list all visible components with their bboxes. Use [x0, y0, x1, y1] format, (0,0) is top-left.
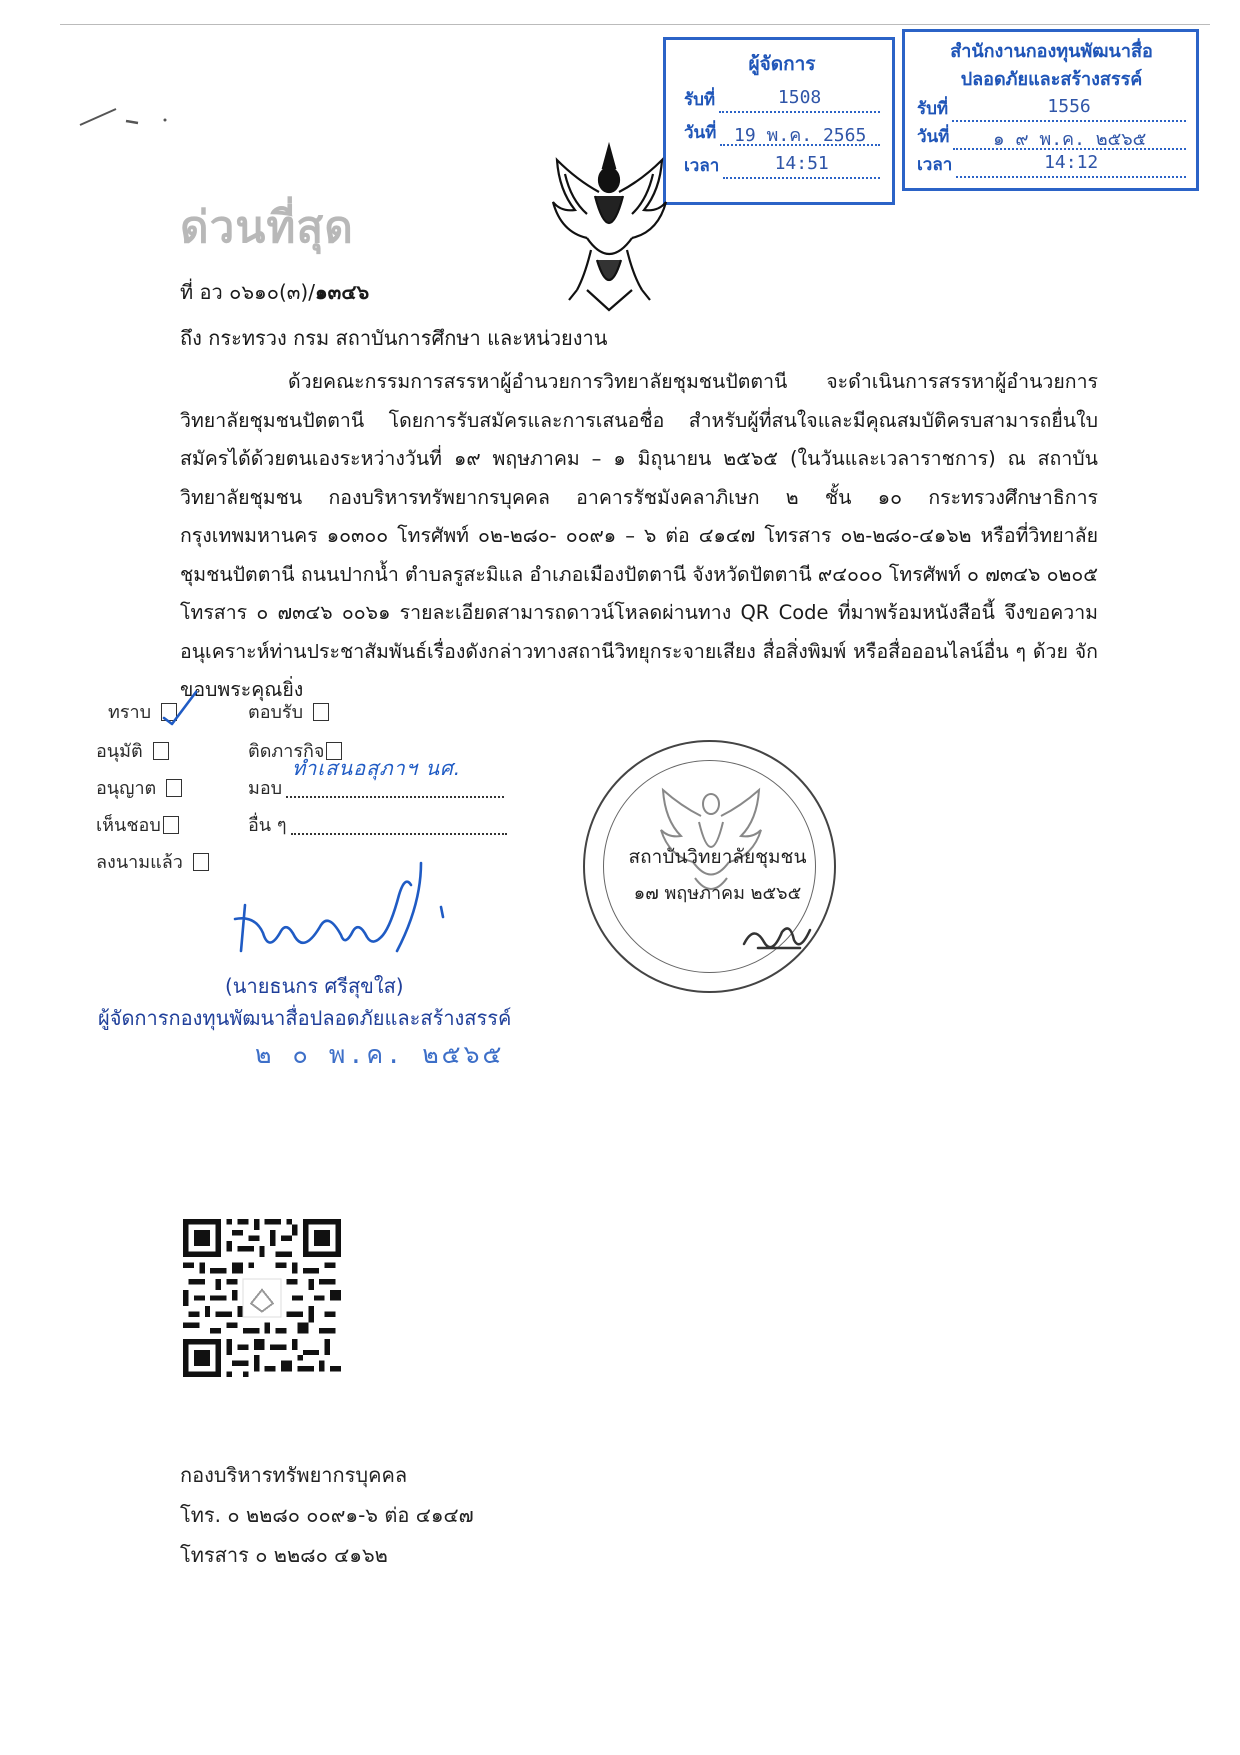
- seal-organization: สถาบันวิทยาลัยชุมชน: [628, 846, 807, 868]
- stamp-date-row: [684, 113, 880, 146]
- checkbox[interactable]: [166, 779, 182, 797]
- stamp-received-number-row: [917, 94, 1186, 122]
- action-agree[interactable]: [96, 810, 179, 839]
- urgency-label: ด่วนที่สุด: [180, 202, 354, 253]
- manager-signature: [225, 855, 455, 965]
- stamp-received-number: 1508: [719, 87, 880, 113]
- garuda-emblem-icon: [547, 140, 672, 315]
- footer-phone: โทร. ๐ ๒๒๘๐ ๐๐๙๑-๖ ต่อ ๔๑๔๗: [180, 1503, 474, 1527]
- stamp-label: เวลา: [917, 155, 953, 175]
- footer-fax: โทรสาร ๐ ๒๒๘๐ ๔๑๖๒: [180, 1543, 388, 1567]
- stamp-label: รับที่: [917, 99, 949, 119]
- pen-mark: [78, 95, 168, 135]
- action-other[interactable]: [248, 810, 507, 839]
- footer-department: กองบริหารทรัพยากรบุคคล: [180, 1463, 408, 1487]
- action-label: อนุญาต: [96, 778, 157, 799]
- stamp-time-row: [684, 146, 880, 179]
- stamp-received-number: 1556: [952, 96, 1186, 122]
- document-number-handwritten: ๑๓๔๖: [314, 280, 370, 304]
- document-number-prefix: ที่ อว ๐๖๑๐(๓)/: [180, 280, 315, 304]
- stamp-received-number-row: [684, 80, 880, 113]
- document-number: [180, 276, 369, 308]
- action-label: มอบ: [248, 778, 283, 799]
- action-label: เห็นชอบ: [96, 815, 161, 836]
- stamp-date: ๑ ๙ พ.ค. ๒๕๖๕: [953, 124, 1186, 150]
- stamp-label: เวลา: [684, 156, 720, 176]
- seal-initials-signature: [740, 918, 820, 958]
- recipient-line: ถึง กระทรวง กรม สถาบันการศึกษา และหน่วยงาน: [180, 326, 608, 350]
- action-label: อื่น ๆ: [248, 815, 287, 836]
- checkbox[interactable]: [153, 742, 169, 760]
- stamp-time: 14:12: [956, 152, 1186, 178]
- stamp-title-line1: สำนักงานกองทุนพัฒนาสื่อ: [950, 41, 1153, 62]
- action-approve[interactable]: [96, 736, 169, 765]
- acknowledge-check-mark-icon: [160, 688, 200, 728]
- checkbox[interactable]: [193, 853, 209, 871]
- letter-body: ด้วยคณะกรรมการสรรหาผู้อำนวยการวิทยาลัยชุมชนปัตตานี จะดำเนินการสรรหาผู้อำนวยการวิทยาลัยชุมชนปัตตานี โดยการรับสมัครและการเสนอชื่อ สำหรับผู้ที่สนใจและมีคุณสมบัติครบสามารถยื่นใบสมัครได้ด้วยตนเองระหว่างวันที่ ๑๙ พฤษภาคม – ๑ มิถุนายน ๒๕๖๕ (ในวันและเวลาราชการ) ณ สถาบันวิทยาลัยชุมชน กองบริหารทรัพยากรบุคคล อาคารรัชมังคลาภิเษก ๒ ชั้น ๑๐ กระทรวงศึกษาธิการ กรุงเทพมหานคร ๑๐๓๐๐ โทรศัพท์ ๐๒-๒๘๐- ๐๐๙๑ – ๖ ต่อ ๔๑๔๗ โทรสาร ๐๒-๒๘๐-๔๑๖๒ หรือที่วิทยาลัยชุมชนปัตตานี ถนนปากน้ำ ตำบลรูสะมิแล อำเภอเมืองปัตตานี จังหวัดปัตตานี ๙๔๐๐๐ โทรศัพท์ ๐ ๗๓๔๖ ๐๒๐๕ โทรสาร ๐ ๗๓๔๖ ๐๐๖๑ รายละเอียดสามารถดาวน์โหลดผ่านทาง QR Code ที่มาพร้อมหนังสือนี้ จึงขอความอนุเคราะห์ท่านประชาสัมพันธ์เรื่องดังกล่าวทางสถานีวิทยุกระจายเสียง สื่อสิ่งพิมพ์ หรือสื่อออนไลน์อื่น ๆ ด้วย จักขอบพระคุณยิ่ง: [180, 370, 1098, 701]
- stamp-label: วันที่: [917, 127, 950, 147]
- stamp-label: รับที่: [684, 90, 716, 110]
- stamp-date-row: [917, 122, 1186, 150]
- checkbox[interactable]: [163, 816, 179, 834]
- stamp-date: 19 พ.ค. 2565: [720, 120, 880, 146]
- action-label: ตอบรับ: [248, 702, 304, 723]
- manager-received-stamp: [663, 37, 895, 205]
- action-label: ลงนามแล้ว: [96, 852, 183, 873]
- action-label: อนุมัติ: [96, 741, 143, 762]
- signature-date-stamp: ๒ ๐ พ.ค. ๒๕๖๕: [255, 1040, 505, 1069]
- stamp-title: ผู้จัดการ: [748, 53, 816, 75]
- other-line: [291, 815, 507, 835]
- stamp-time: 14:51: [723, 153, 880, 179]
- action-permit[interactable]: [96, 773, 182, 802]
- checkbox[interactable]: [313, 703, 329, 721]
- qr-code[interactable]: [183, 1219, 341, 1377]
- action-label: ติดภารกิจ: [248, 741, 325, 762]
- stamp-title-line2: ปลอดภัยและสร้างสรรค์: [960, 69, 1143, 90]
- office-received-stamp: [902, 29, 1199, 191]
- seal-date: ๑๗ พฤษภาคม ๒๕๖๕: [633, 883, 802, 904]
- assign-handwritten-note: ทำเสนอสุภาฯ นศ.: [292, 756, 462, 780]
- signer-name: (นายธนกร ศรีสุขใส): [225, 974, 404, 998]
- action-signed[interactable]: [96, 847, 209, 876]
- action-label: ทราบ: [108, 702, 152, 723]
- stamp-time-row: [917, 150, 1186, 178]
- stamp-label: วันที่: [684, 123, 717, 143]
- signer-title: ผู้จัดการกองทุนพัฒนาสื่อปลอดภัยและสร้างสรรค์: [98, 1006, 512, 1030]
- top-border-line: [60, 24, 1210, 25]
- action-reply[interactable]: [248, 697, 329, 726]
